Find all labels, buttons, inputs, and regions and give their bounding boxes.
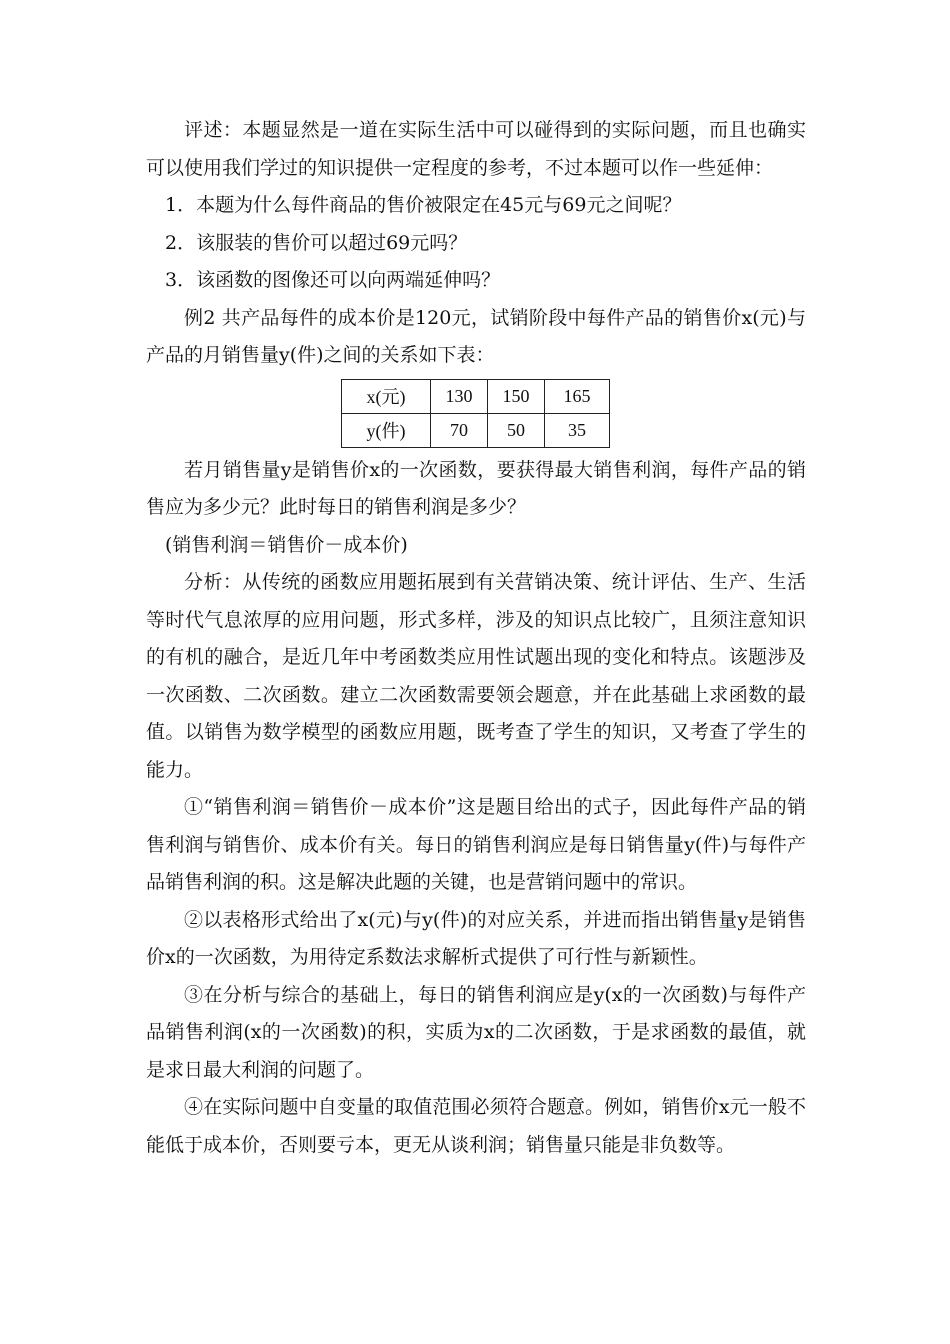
comment-paragraph: 评述：本题显然是一道在实际生活中可以碰得到的实际问题，而且也确实可以使用我们学过的知识提供一定程度的参考，不过本题可以作一些延伸： [146, 119, 806, 179]
analysis-point-3: ③在分析与综合的基础上，每日的销售利润应是y(x的一次函数)与每件产品销售利润(x的一次函数)的积，实质为x的二次函数，于是求函数的最值，就是求日最大利润的问题了。 [146, 983, 806, 1081]
table-cell: 165 [545, 379, 610, 413]
comment-item-3: 3．该函数的图像还可以向两端延伸吗？ [165, 269, 501, 291]
analysis-point-4: ④在实际问题中自变量的取值范围必须符合题意。例如，销售价x元一般不能低于成本价，否则要亏本，更无从谈利润；销售量只能是非负数等。 [146, 1096, 806, 1156]
table-row-x [342, 379, 610, 413]
table-cell: 35 [545, 413, 610, 447]
table-cell: 130 [431, 379, 488, 413]
table-cell: 70 [431, 413, 488, 447]
table-cell: 50 [488, 413, 545, 447]
comment-item-1: 1．本题为什么每件商品的售价被限定在45元与69元之间呢？ [165, 194, 682, 216]
table-header-y: y(件) [342, 413, 431, 447]
document-page [146, 112, 806, 1164]
analysis-point-2: ②以表格形式给出了x(元)与y(件)的对应关系，并进而指出销售量y是销售价x的一次函数，为用待定系数法求解析式提供了可行性与新颖性。 [146, 908, 806, 968]
price-sales-table [341, 379, 610, 448]
comment-item-2: 2．该服装的售价可以超过69元吗？ [165, 231, 468, 254]
example2-note: (销售利润＝销售价－成本价) [165, 533, 408, 556]
analysis-intro: 分析：从传统的函数应用题拓展到有关营销决策、统计评估、生产、生活等时代气息浓厚的应用问题，形式多样，涉及的知识点比较广，且须注意知识的有机的融合，是近几年中考函数类应用性试题出现的变化和特点。该题涉及一次函数、二次函数。建立二次函数需要领会题意，并在此基础上求函数的最值。以销售为数学模型的函数应用题，既考查了学生的知识，又考查了学生的能力。 [146, 571, 806, 781]
analysis-point-1: ①“销售利润＝销售价－成本价”这是题目给出的式子，因此每件产品的销售利润与销售价、成本价有关。每日的销售利润应是每日销售量y(件)与每件产品销售利润的积。这是解决此题的关键，也是营销问题中的常识。 [146, 796, 806, 893]
table-row-y [342, 413, 610, 447]
table-header-x: x(元) [342, 379, 431, 413]
table-cell: 150 [488, 379, 545, 413]
example2-question: 若月销售量y是销售价x的一次函数，要获得最大销售利润，每件产品的销售应为多少元？此时每日的销售利润是多少？ [146, 458, 806, 518]
example2-intro: 例2 共产品每件的成本价是120元，试销阶段中每件产品的销售价x(元)与产品的月销售量y(件)之间的关系如下表： [146, 306, 806, 366]
